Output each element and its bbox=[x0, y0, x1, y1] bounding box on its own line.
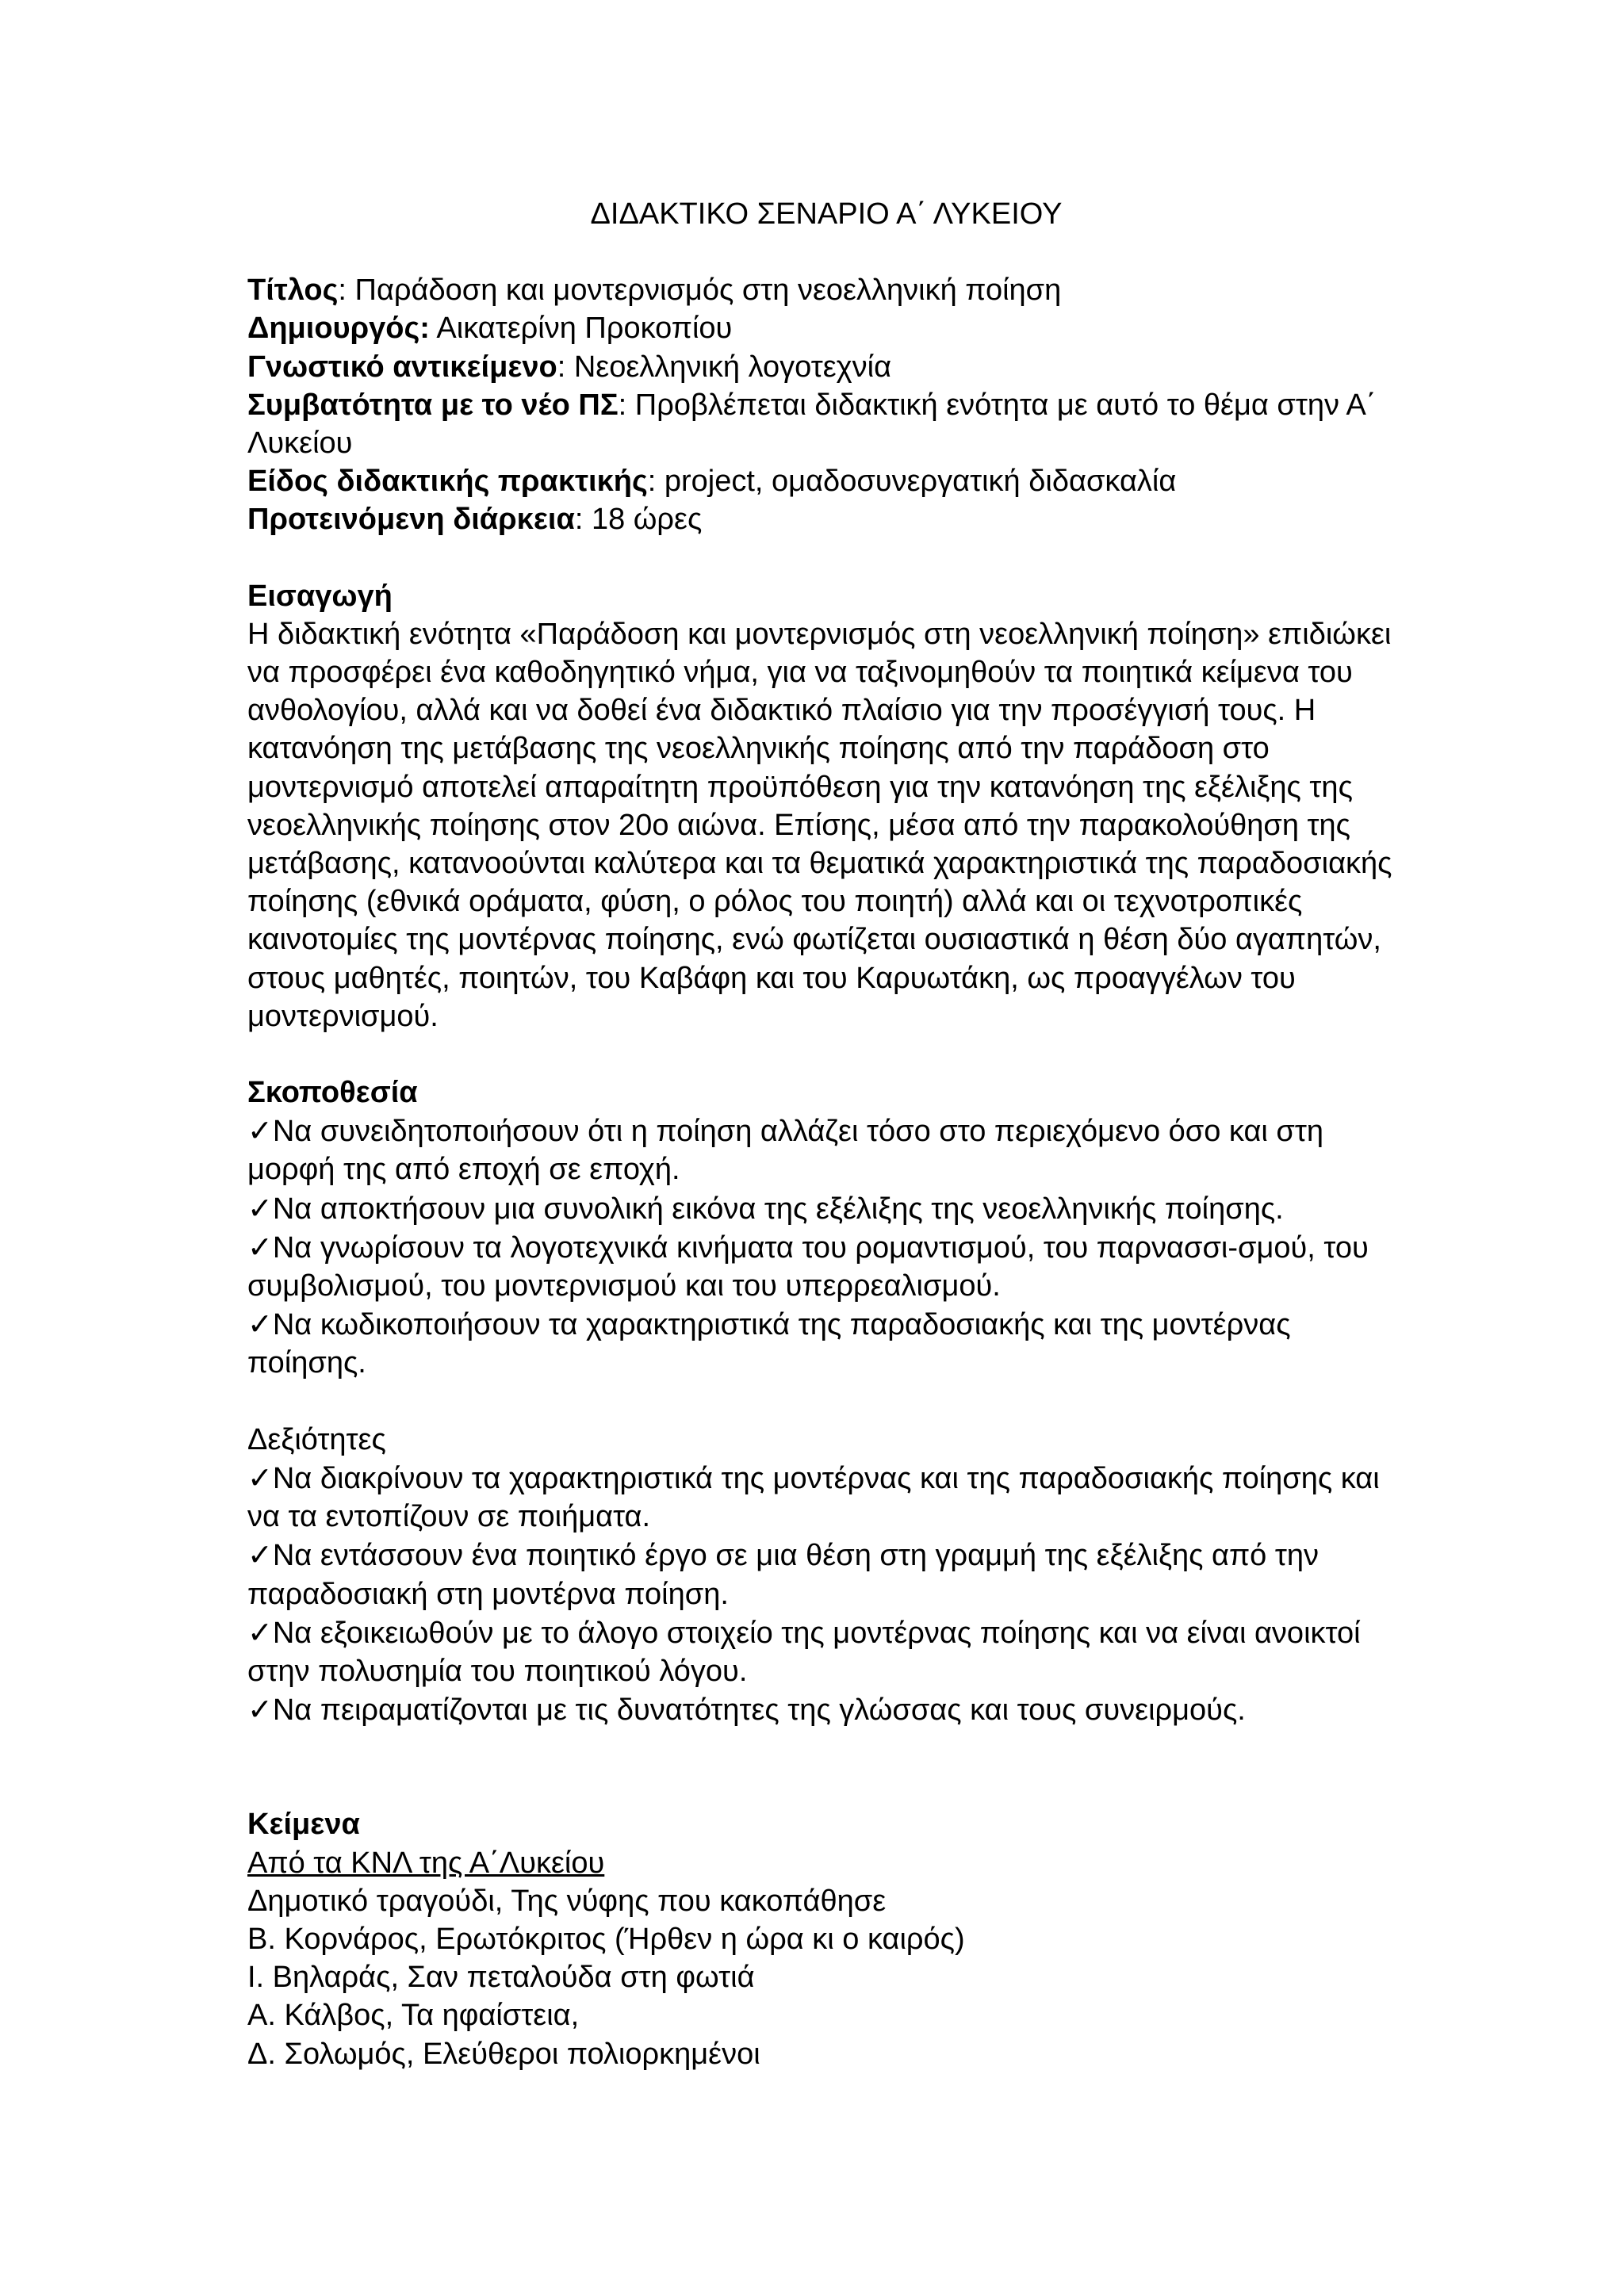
goal-item: ✓Να συνειδητοποιήσουν ότι η ποίηση αλλάζει τόσο στο περιεχόμενο όσο και στη μορφή της από εποχή σε εποχή. bbox=[247, 1113, 1324, 1187]
skill-item: ✓Να εντάσσουν ένα ποιητικό έργο σε μια θέση στη γραμμή της εξέλιξης από την παραδοσιακή στη μοντέρνα ποίηση. bbox=[247, 1537, 1320, 1611]
meta-label: Προτεινόμενη διάρκεια bbox=[247, 503, 575, 537]
texts-heading: Κείμενα bbox=[247, 1808, 360, 1842]
meta-value: Νεοελληνική λογοτεχνία bbox=[573, 350, 892, 384]
meta-value: Αικατερίνη Προκοπίου bbox=[436, 312, 733, 346]
text-entry: Β. Κορνάρος, Ερωτόκριτος (Ήρθεν η ώρα κι ο καιρός) bbox=[247, 1922, 965, 1956]
introduction-paragraph: Η διδακτική ενότητα «Παράδοση και μοντερνισμός στη νεοελληνική ποίηση» επιδιώκει να προσφέρει ένα καθοδηγητικό νήμα, για να ταξινομηθούν τα ποιητικά κείμενα του ανθολογίου, αλλά και να δοθεί ένα διδακτικό πλαίσιο για την προσέγγισή τους. Η κατανόηση της μετάβασης της νεοελληνικής ποίησης από την παράδοση στο μοντερνισμό αποτελεί απαραίτητη προϋπόθεση για την κατανόηση της εξέλιξης της νεοελληνικής ποίησης στον 20ο αιώνα. Επίσης, μέσα από την παρακολούθηση της μετάβασης, κατανοούνται καλύτερα και τα θεματικά χαρακτηριστικά της παραδοσιακής ποίησης (εθνικά οράματα, φύση, ο ρόλος του ποιητή) αλλά και οι τεχνοτροπικές καινοτομίες της μοντέρνας ποίησης, ενώ φωτίζεται ουσιαστικά η θέση δύο αγαπητών, στους μαθητές, ποιητών, του Καβάφη και του Καρυωτάκη, ως προαγγέλων του μοντερνισμού. bbox=[247, 617, 1392, 1033]
texts-subheading: Από τα ΚΝΛ της Α΄Λυκείου bbox=[247, 1846, 605, 1880]
text-entry: Ι. Βηλαράς, Σαν πεταλούδα στη φωτιά bbox=[247, 1961, 755, 1995]
checkmark-icon: ✓ bbox=[247, 1614, 273, 1650]
meta-label: Γνωστικό αντικείμενο bbox=[247, 350, 557, 384]
meta-value: Προβλέπεται διδακτική ενότητα με αυτό το θέμα στην Α΄ Λυκείου bbox=[247, 388, 1377, 461]
checkmark-icon: ✓ bbox=[247, 1229, 273, 1265]
meta-creator bbox=[247, 309, 1405, 347]
skills-section bbox=[247, 1421, 1405, 1730]
meta-duration: Προτεινόμενη διάρκεια: 18 ώρες bbox=[247, 503, 703, 537]
meta-label: Τίτλος bbox=[247, 274, 339, 308]
skill-item: ✓Να διακρίνουν τα χαρακτηριστικά της μοντέρνας και της παραδοσιακής ποίησης και να τα εντοπίζουν σε ποιήματα. bbox=[247, 1460, 1380, 1534]
meta-compatibility: Συμβατότητα με το νέο ΠΣ: Προβλέπεται διδακτική ενότητα με αυτό το θέμα στην Α΄ Λυκείου bbox=[247, 388, 1377, 461]
texts-section bbox=[247, 1805, 1405, 2072]
skills-heading: Δεξιότητες bbox=[247, 1422, 386, 1456]
checkmark-icon: ✓ bbox=[247, 1307, 273, 1342]
text-entry: Δ. Σολωμός, Ελεύθεροι πολιορκημένοι bbox=[247, 2037, 760, 2071]
goals-section bbox=[247, 1073, 1405, 1383]
checkmark-icon: ✓ bbox=[247, 1537, 273, 1573]
goal-item: ✓Να αποκτήσουν μια συνολική εικόνα της εξέλιξης της νεοελληνικής ποίησης. bbox=[247, 1190, 1284, 1226]
skill-item: ✓Να εξοικειωθούν με το άλογο στοιχείο της μοντέρνας ποίησης και να είναι ανοικτοί στην πολυσημία του ποιητικού λόγου. bbox=[247, 1614, 1361, 1688]
checkmark-icon: ✓ bbox=[247, 1692, 273, 1728]
checkmark-icon: ✓ bbox=[247, 1113, 273, 1149]
meta-practice-type: Είδος διδακτικής πρακτικής: project, ομαδοσυνεργατική διδασκαλία bbox=[247, 465, 1177, 499]
meta-label: Συμβατότητα με το νέο ΠΣ bbox=[247, 388, 619, 422]
goal-item: ✓Να κωδικοποιήσουν τα χαρακτηριστικά της παραδοσιακής και της μοντέρνας ποίησης. bbox=[247, 1307, 1291, 1380]
introduction-section bbox=[247, 577, 1405, 1035]
meta-value: 18 ώρες bbox=[591, 503, 703, 537]
document-body bbox=[247, 195, 1405, 2073]
checkmark-icon: ✓ bbox=[247, 1460, 273, 1495]
goals-heading: Σκοποθεσία bbox=[247, 1076, 418, 1110]
skill-item: ✓Να πειραματίζονται με τις δυνατότητες της γλώσσας και τους συνειρμούς. bbox=[247, 1692, 1246, 1728]
metadata-block bbox=[247, 271, 1405, 538]
text-entry: Δημοτικό τραγούδι, Της νύφης που κακοπάθησε bbox=[247, 1884, 887, 1918]
introduction-heading: Εισαγωγή bbox=[247, 579, 393, 613]
meta-value: Παράδοση και μοντερνισμός στη νεοελληνική ποίηση bbox=[354, 274, 1062, 308]
meta-label: Δημιουργός: bbox=[247, 312, 430, 346]
meta-title: Τίτλος: Παράδοση και μοντερνισμός στη νεοελληνική ποίηση bbox=[247, 274, 1062, 308]
checkmark-icon: ✓ bbox=[247, 1190, 273, 1226]
meta-label: Είδος διδακτικής πρακτικής bbox=[247, 465, 648, 499]
text-entry: Α. Κάλβος, Τα ηφαίστεια, bbox=[247, 1999, 580, 2033]
meta-subject: Γνωστικό αντικείμενο: Νεοελληνική λογοτεχνία bbox=[247, 350, 892, 384]
goal-item: ✓Να γνωρίσουν τα λογοτεχνικά κινήματα του ρομαντισμού, του παρνασσι-σμού, του συμβολισμού, του μοντερνισμού και του υπερρεαλισμού. bbox=[247, 1229, 1369, 1303]
meta-value: project, ομαδοσυνεργατική διδασκαλία bbox=[664, 465, 1177, 499]
document-title: ΔΙΔΑΚΤΙΚΟ ΣΕΝΑΡΙΟ Α΄ ΛΥΚΕΙΟΥ bbox=[590, 197, 1063, 231]
